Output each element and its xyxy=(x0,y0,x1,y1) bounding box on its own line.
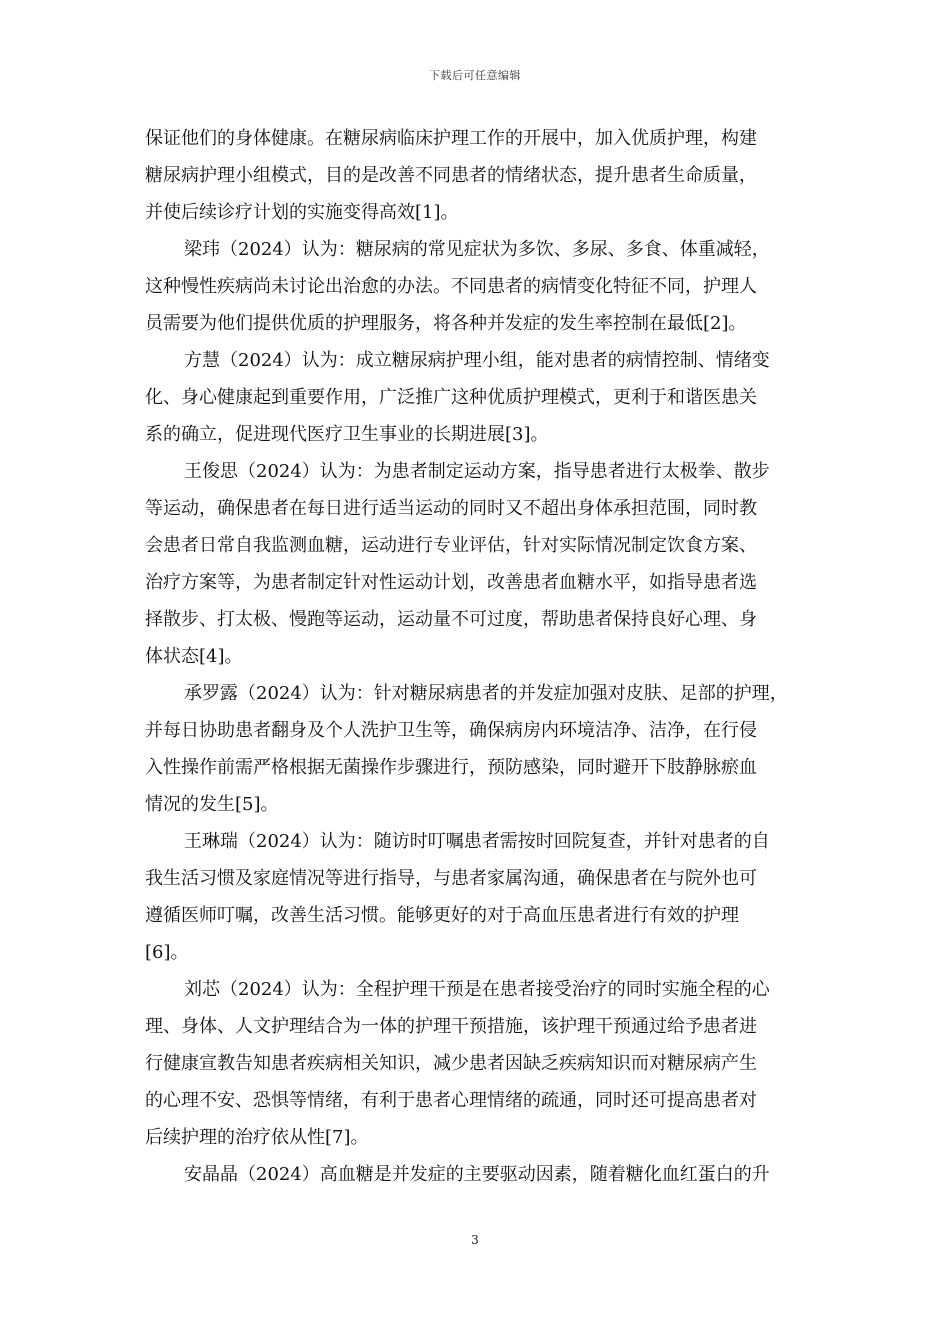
text-line: 方慧（2024）认为：成立糖尿病护理小组，能对患者的病情控制、情绪变 xyxy=(184,350,770,371)
text-line: 刘芯（2024）认为：全程护理干预是在患者接受治疗的同时实施全程的心 xyxy=(184,979,770,1000)
text-line: 王俊思（2024）认为：为患者制定运动方案，指导患者进行太极拳、散步 xyxy=(184,461,770,482)
text-line: 梁玮（2024）认为：糖尿病的常见症状为多饮、多尿、多食、体重减轻， xyxy=(184,239,770,260)
text-line: 择散步、打太极、慢跑等运动，运动量不可过度，帮助患者保持良好心理、身 xyxy=(145,609,757,630)
text-line: 入性操作前需严格根据无菌操作步骤进行，预防感染，同时避开下肢静脉瘀血 xyxy=(145,757,757,778)
text-line: [6]。 xyxy=(145,942,189,963)
text-line: 并每日协助患者翻身及个人洗护卫生等，确保病房内环境洁净、洁净，在行侵 xyxy=(145,720,757,741)
text-line: 会患者日常自我监测血糖，运动进行专业评估，针对实际情况制定饮食方案、 xyxy=(145,535,757,556)
text-line: 理、身体、人文护理结合为一体的护理干预措施，该护理干预通过给予患者进 xyxy=(145,1016,757,1037)
text-line: 行健康宣教告知患者疾病相关知识，减少患者因缺乏疾病知识而对糖尿病产生 xyxy=(145,1053,757,1074)
text-line: 这种慢性疾病尚未讨论出治愈的办法。不同患者的病情变化特征不同，护理人 xyxy=(145,276,757,297)
text-line: 并使后续诊疗计划的实施变得高效[1]。 xyxy=(145,202,459,223)
text-line: 员需要为他们提供优质的护理服务，将各种并发症的发生率控制在最低[2]。 xyxy=(145,313,747,334)
text-line: 安晶晶（2024）高血糖是并发症的主要驱动因素，随着糖化血红蛋白的升 xyxy=(184,1164,770,1185)
text-line: 的心理不安、恐惧等情绪，有利于患者心理情绪的疏通，同时还可提高患者对 xyxy=(145,1090,757,1111)
text-line: 等运动，确保患者在每日进行适当运动的同时又不超出身体承担范围，同时教 xyxy=(145,498,757,519)
text-line: 治疗方案等，为患者制定针对性运动计划，改善患者血糖水平，如指导患者选 xyxy=(145,572,757,593)
text-line: 后续护理的治疗依从性[7]。 xyxy=(145,1127,369,1148)
page-number: 3 xyxy=(471,1233,479,1247)
text-line: 体状态[4]。 xyxy=(145,646,243,667)
text-line: 糖尿病护理小组模式，目的是改善不同患者的情绪状态，提升患者生命质量， xyxy=(145,165,757,186)
text-line: 化、身心健康起到重要作用，广泛推广这种优质护理模式，更利于和谐医患关 xyxy=(145,387,757,408)
text-line: 我生活习惯及家庭情况等进行指导，与患者家属沟通，确保患者在与院外也可 xyxy=(145,868,757,889)
page-header: 下载后可任意编辑 xyxy=(429,69,521,82)
text-line: 保证他们的身体健康。在糖尿病临床护理工作的开展中，加入优质护理，构建 xyxy=(145,128,757,149)
text-line: 系的确立，促进现代医疗卫生事业的长期进展[3]。 xyxy=(145,424,549,445)
text-line: 承罗露（2024）认为：针对糖尿病患者的并发症加强对皮肤、足部的护理， xyxy=(184,683,788,704)
text-line: 遵循医师叮嘱，改善生活习惯。能够更好的对于高血压患者进行有效的护理 xyxy=(145,905,739,926)
text-line: 情况的发生[5]。 xyxy=(145,794,279,815)
text-line: 王琳瑞（2024）认为：随访时叮嘱患者需按时回院复查，并针对患者的自 xyxy=(184,831,770,852)
body-text xyxy=(145,120,805,1193)
